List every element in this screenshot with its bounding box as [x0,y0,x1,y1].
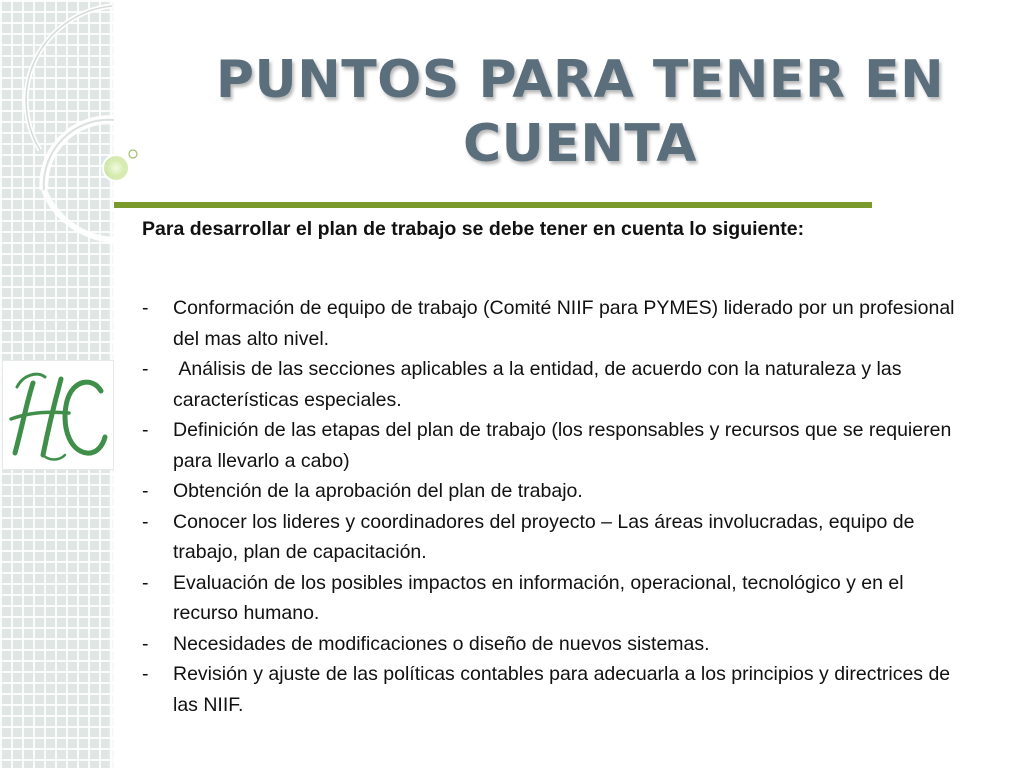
list-item [142,293,972,354]
bullet-dash: - [142,419,149,441]
list-item [142,629,972,660]
bullet-text: Análisis de las secciones aplicables a la entidad, de acuerdo con la naturaleza y las características especiales. [173,358,907,411]
bullet-text: Necesidades de modificaciones o diseño de nuevos sistemas. [173,632,710,655]
bullet-text: Definición de las etapas del plan de trabajo (los responsables y recursos que se requieren para llevarlo a cabo) [173,419,952,472]
bullet-text: Conformación de equipo de trabajo (Comité NIIF para PYMES) liderado por un profesional del mas alto nivel. [173,297,955,350]
hc-monogram-icon [3,361,113,469]
slide-title: PUNTOS PARA TENER EN CUENTA [215,50,945,174]
bullet-dash: - [142,663,149,685]
list-item [142,354,972,415]
list-item [142,507,972,568]
bullet-text: Conocer los lideres y coordinadores del proyecto – Las áreas involucradas, equipo de trabajo, plan de capacitación. [173,510,915,563]
bullet-text: Revisión y ajuste de las políticas contables para adecuarla a los principios y directrices de las NIIF. [173,663,951,716]
list-item [142,476,972,507]
list-item [142,659,972,720]
bullet-text: Evaluación de los posibles impactos en información, operacional, tecnológico y en el recurso humano. [173,571,904,624]
list-item [142,568,972,629]
bullet-text: Obtención de la aprobación del plan de trabajo. [173,480,583,502]
bullet-dash: - [142,297,149,319]
bullet-dash: - [142,632,149,655]
bullet-dash: - [142,358,149,380]
intro-text: Para desarrollar el plan de trabajo se debe tener en cuenta lo siguiente: [142,218,805,240]
title-divider [114,202,872,208]
bullet-list [142,293,972,720]
hc-monogram-logo [2,360,114,470]
bullet-dash: - [142,571,149,594]
bullet-dash: - [142,480,149,502]
list-item [142,415,972,476]
bullet-dash: - [142,510,149,533]
